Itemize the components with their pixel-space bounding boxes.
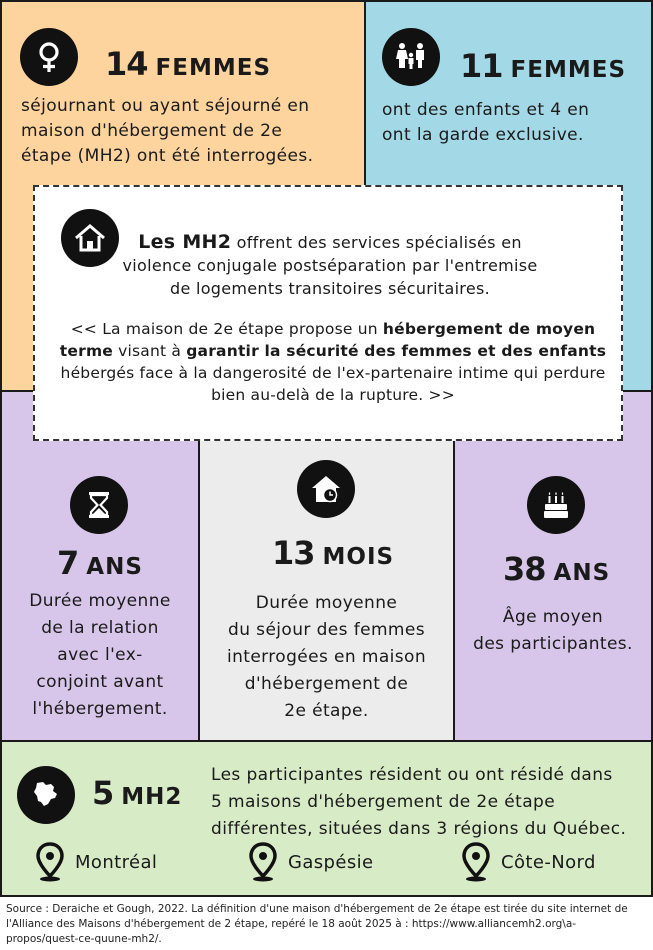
map-pin-icon <box>35 842 65 882</box>
age-unit: ANS <box>553 560 611 586</box>
mh2-intro-line: violence conjugale postséparation par l'entremise <box>122 256 538 275</box>
source-note: Source : Deraiche et Gough, 2022. La définition d'une maison d'hébergement de 2e étape est tirée du site internet de l'Alliance des Maisons d'hébergement de 2 étape, repéré le 18 août 2025 à : https://www.alliancemh2.org\a-propos/quest-ce-quune-mh2/. <box>6 903 628 945</box>
mothers-description-line: ont des enfants et 4 en <box>382 100 590 120</box>
women-description <box>21 94 313 169</box>
birthday-cake-icon <box>527 476 585 534</box>
houses-number: 5 <box>92 774 114 812</box>
map-pin-icon <box>248 842 278 882</box>
houses-count <box>92 774 182 812</box>
stay-number: 13 <box>272 534 315 572</box>
region-name: Gaspésie <box>288 851 374 873</box>
age-description-line: des participantes. <box>473 634 633 654</box>
female-icon <box>20 28 78 86</box>
age-panel <box>453 390 653 742</box>
stay-description-line: d'hébergement de <box>244 674 409 694</box>
family-icon <box>382 28 440 86</box>
region-gaspesie <box>248 842 374 882</box>
relation-description-line: Durée moyenne <box>29 591 171 611</box>
age-count <box>503 550 610 588</box>
mh2-definition-box <box>33 185 623 441</box>
relation-description-line: conjoint avant <box>36 672 164 692</box>
mothers-number: 11 <box>460 47 503 85</box>
women-number: 14 <box>105 45 148 83</box>
stay-description-line: 2e étape. <box>284 701 369 721</box>
quote-text: visant à <box>113 342 187 360</box>
quote-emphasis: hébergement de moyen terme <box>59 320 596 360</box>
houses-description <box>211 762 626 843</box>
mothers-description-line: ont la garde exclusive. <box>382 125 584 145</box>
relation-number: 7 <box>57 544 79 582</box>
quebec-map-icon <box>17 766 75 824</box>
houses-description-line: 5 maisons d'hébergement de 2e étape <box>211 792 556 812</box>
hourglass-icon <box>70 476 128 534</box>
region-montreal <box>35 842 157 882</box>
relation-description-line: l'hébergement. <box>32 699 168 719</box>
stay-description <box>200 590 453 725</box>
houses-description-line: Les participantes résident ou ont résidé dans <box>211 765 613 785</box>
quote-text: << La maison de 2e étape propose un <box>70 320 383 338</box>
quote-text: hébergés face à la dangerosité de l'ex-partenaire intime qui perdure bien au-delà de la rupture. >> <box>60 364 606 404</box>
stay-count <box>272 534 394 572</box>
stay-unit: MOIS <box>322 544 395 570</box>
mothers-count <box>460 47 626 85</box>
relation-description <box>2 588 198 723</box>
houses-description-line: différentes, situées dans 3 régions du Québec. <box>211 819 627 839</box>
region-cote-nord <box>461 842 596 882</box>
region-name: Côte-Nord <box>501 851 596 873</box>
age-description <box>455 604 651 658</box>
women-description-line: maison d'hébergement de 2e <box>21 121 283 141</box>
stay-description-line: du séjour des femmes <box>228 620 425 640</box>
mothers-unit: FEMMES <box>510 57 627 83</box>
mh2-text: offrent des services spécialisés en <box>231 233 522 252</box>
mothers-description <box>382 98 589 148</box>
women-unit: FEMMES <box>155 55 272 81</box>
relation-description-line: de la relation <box>41 618 159 638</box>
map-pin-icon <box>461 842 491 882</box>
relation-panel <box>0 390 200 742</box>
stay-panel <box>198 390 455 742</box>
houses-unit: MH2 <box>121 784 183 810</box>
mh2-intro-line <box>35 231 625 254</box>
relation-count <box>57 544 143 582</box>
relation-description-line: avec l'ex- <box>57 645 143 665</box>
stay-description-line: interrogées en maison <box>226 647 427 667</box>
mh2-intro <box>35 231 625 300</box>
mh2-lead: Les MH2 <box>138 231 232 253</box>
women-description-line: étape (MH2) ont été interrogées. <box>21 146 314 166</box>
women-description-line: séjournant ou ayant séjourné en <box>21 96 310 116</box>
age-number: 38 <box>503 550 546 588</box>
stay-description-line: Durée moyenne <box>255 593 398 613</box>
quote-emphasis: garantir la sécurité des femmes et des enfants <box>186 342 607 360</box>
mh2-quote <box>53 318 613 406</box>
house-clock-icon <box>297 460 355 518</box>
region-name: Montréal <box>75 851 158 873</box>
relation-unit: ANS <box>86 554 143 580</box>
mh2-intro-line: de logements transitoires sécuritaires. <box>169 279 491 298</box>
age-description-line: Âge moyen <box>502 607 604 627</box>
women-count <box>105 45 271 83</box>
